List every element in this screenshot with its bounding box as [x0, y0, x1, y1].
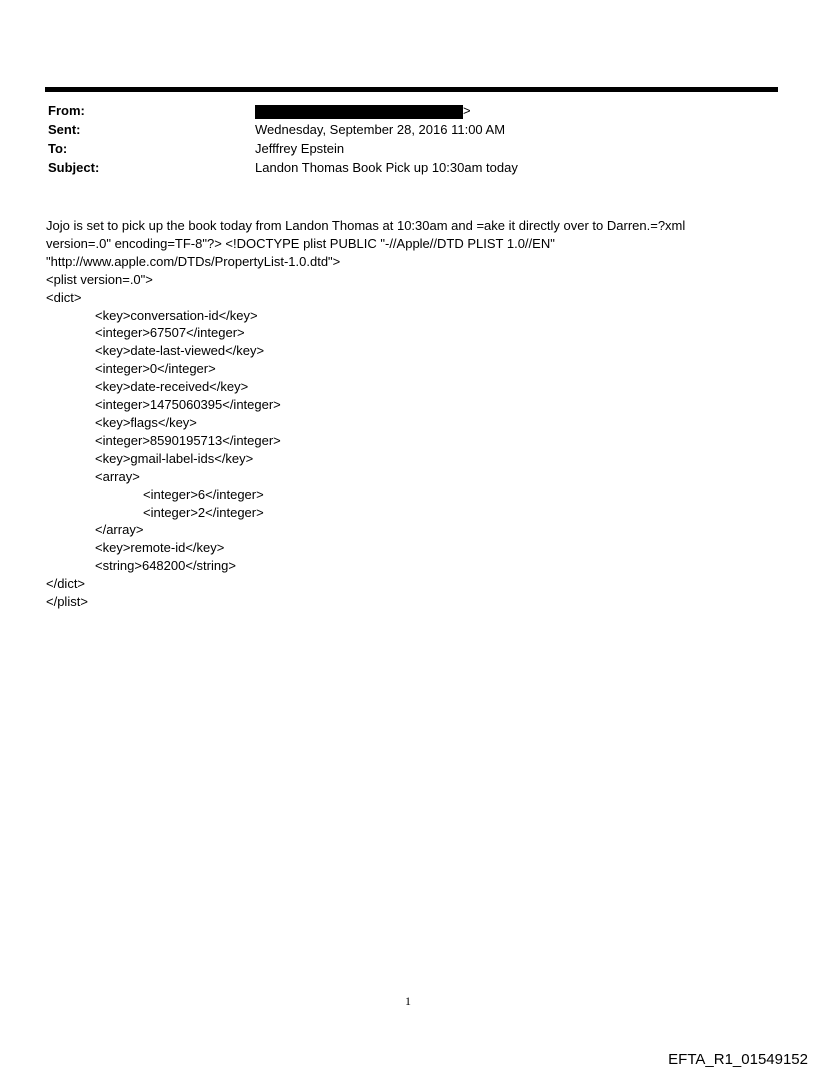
header-row-subject — [48, 158, 768, 177]
from-label: From: — [48, 103, 85, 118]
body-line: </dict> — [46, 576, 86, 592]
body-line: version=.0" encoding=TF-8"?> <!DOCTYPE plist PUBLIC "-//Apple//DTD PLIST 1.0//EN" — [46, 235, 555, 251]
email-body — [46, 217, 772, 611]
body-line: </plist> — [46, 594, 88, 610]
body-line: <integer>1475060395</integer> — [95, 397, 281, 413]
body-line: <key>remote-id</key> — [95, 540, 225, 556]
body-line: "http://www.apple.com/DTDs/PropertyList-1.0.dtd"> — [46, 253, 341, 269]
body-line: <string>648200</string> — [95, 558, 236, 574]
from-suffix: > — [463, 103, 471, 118]
body-line: Jojo is set to pick up the book today from Landon Thomas at 10:30am and =ake it directly over to Darren.=?xml — [46, 218, 686, 233]
header-separator-rule — [45, 87, 778, 92]
body-line: <integer>67507</integer> — [95, 325, 245, 341]
from-value — [255, 101, 768, 120]
bates-number: EFTA_R1_01549152 — [668, 1051, 808, 1068]
subject-label: Subject: — [48, 160, 100, 175]
body-line: <plist version=.0"> — [46, 271, 153, 287]
body-line: <key>date-received</key> — [95, 379, 249, 395]
to-label: To: — [48, 141, 68, 156]
sent-value: Wednesday, September 28, 2016 11:00 AM — [255, 122, 506, 137]
body-line: <integer>8590195713</integer> — [95, 432, 281, 448]
subject-value: Landon Thomas Book Pick up 10:30am today — [255, 160, 518, 175]
page-number: 1 — [405, 994, 411, 1008]
to-value: Jefffrey Epstein — [255, 141, 345, 156]
header-row-sent — [48, 120, 768, 139]
body-line: <key>flags</key> — [95, 414, 197, 430]
body-line: <key>conversation-id</key> — [95, 307, 258, 323]
header-row-to — [48, 139, 768, 158]
body-line: <key>gmail-label-ids</key> — [95, 450, 254, 466]
body-line: </array> — [95, 522, 144, 538]
sent-label: Sent: — [48, 122, 81, 137]
body-line: <dict> — [46, 289, 82, 305]
header-row-from — [48, 101, 768, 120]
email-header — [48, 101, 768, 177]
body-line: <integer>6</integer> — [143, 486, 264, 502]
body-line: <integer>2</integer> — [143, 504, 264, 520]
body-line: <key>date-last-viewed</key> — [95, 343, 265, 359]
body-line: <array> — [95, 468, 140, 484]
redaction-box — [255, 105, 463, 119]
body-line: <integer>0</integer> — [95, 361, 216, 377]
